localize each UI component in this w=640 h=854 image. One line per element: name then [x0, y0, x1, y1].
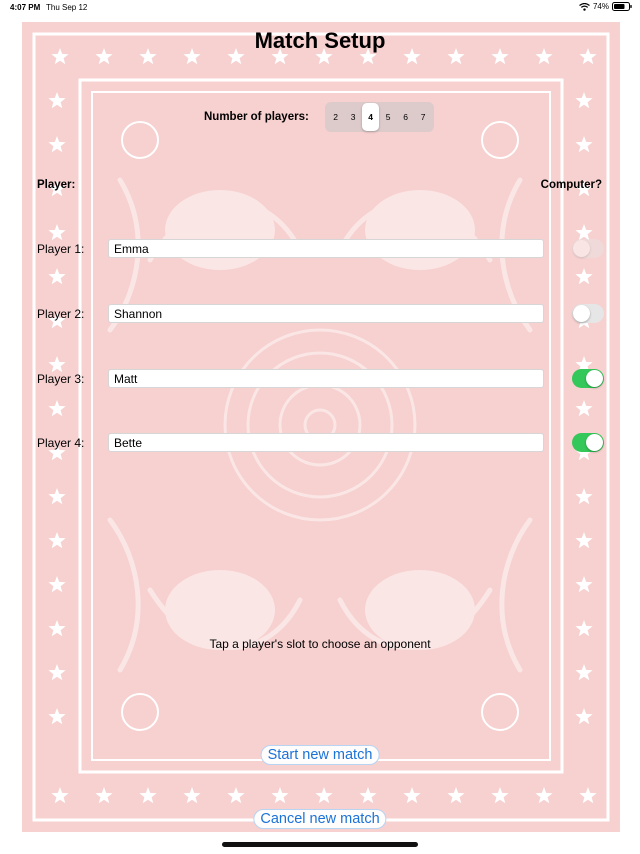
cancel-new-match-button[interactable]: Cancel new match — [253, 809, 386, 829]
player-row-2 — [0, 304, 640, 324]
player-2-computer-toggle[interactable] — [572, 304, 604, 323]
status-bar — [0, 0, 640, 16]
computer-column-header: Computer? — [540, 179, 602, 191]
player-3-computer-toggle[interactable] — [572, 369, 604, 388]
status-time: 4:07 PM — [10, 3, 41, 12]
players-option-5[interactable]: 5 — [385, 112, 391, 122]
status-indicators — [579, 2, 632, 11]
start-new-match-button[interactable]: Start new match — [261, 745, 380, 765]
toggle-knob — [586, 370, 603, 387]
toggle-knob — [573, 240, 590, 257]
players-option-3[interactable]: 3 — [350, 112, 356, 122]
player-1-computer-toggle[interactable] — [572, 239, 604, 258]
status-date: Thu Sep 12 — [46, 3, 88, 12]
opponent-hint: Tap a player's slot to choose an opponent — [209, 637, 431, 651]
wifi-icon — [579, 3, 590, 11]
players-option-6[interactable]: 6 — [403, 112, 408, 122]
player-row-1 — [0, 239, 640, 259]
player-3-label: Player 3: — [37, 372, 85, 386]
players-option-7[interactable]: 7 — [420, 112, 426, 122]
page-title: Match Setup — [254, 28, 386, 53]
player-row-3 — [0, 369, 640, 389]
number-of-players-segmented-control[interactable] — [325, 102, 434, 132]
player-2-label: Player 2: — [37, 307, 85, 321]
toggle-knob — [573, 305, 590, 322]
toggle-knob — [586, 434, 603, 451]
players-option-2[interactable]: 2 — [333, 112, 338, 122]
number-of-players-row — [204, 102, 434, 132]
player-3-name-field[interactable] — [108, 369, 544, 388]
battery-icon — [612, 2, 632, 11]
players-option-4[interactable]: 4 — [362, 103, 380, 131]
player-column-header: Player: — [37, 179, 76, 191]
player-2-name-field[interactable] — [108, 304, 544, 323]
home-indicator — [222, 842, 418, 847]
battery-percent: 74% — [592, 2, 609, 11]
player-row-4 — [0, 433, 640, 453]
player-4-name-field[interactable] — [108, 433, 544, 452]
player-4-computer-toggle[interactable] — [572, 433, 604, 452]
number-of-players-label: Number of players: — [204, 111, 309, 123]
player-1-label: Player 1: — [37, 242, 85, 256]
player-1-name-field[interactable] — [108, 239, 544, 258]
player-4-label: Player 4: — [37, 436, 85, 450]
